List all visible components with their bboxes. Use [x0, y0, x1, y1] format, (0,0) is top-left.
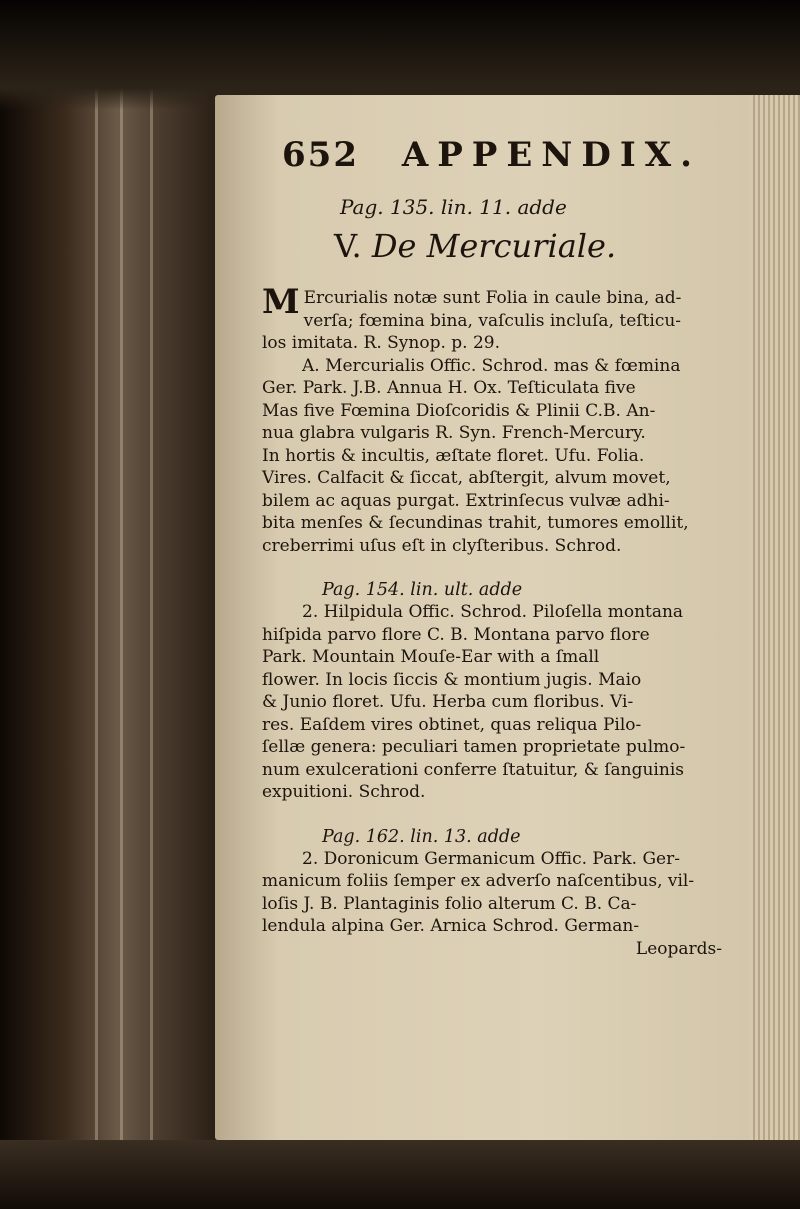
text-line: nua glabra vulgaris R. Syn. French-Mercury.: [262, 423, 646, 443]
header-title: APPENDIX.: [401, 135, 701, 175]
text-line: flower. In locis ſiccis & montium jugis. Maio: [262, 669, 642, 690]
text-line: manicum foliis ſemper ex adverſo naſcentibus, vil-: [262, 871, 695, 891]
text-line: bita menſes & ſecundinas trahit, tumores emollit,: [262, 513, 689, 533]
text-line: A. Mercurialis Offic. Schrod. mas & fœmina: [302, 355, 681, 376]
text-line: loſis J. B. Plantaginis folio alterum C. B. Ca-: [262, 893, 637, 914]
catchword: Leopards-: [635, 938, 722, 959]
heading-prefix: V.: [334, 227, 362, 265]
text-line: In hortis & incultis, æſtate floret. Ufu. Folia.: [262, 445, 645, 466]
text-line: 2. Doronicum Germanicum Offic. Park. Ger-: [302, 848, 680, 869]
text-line: Ger. Park. J.B. Annua H. Ox. Teſticulata five: [262, 378, 636, 398]
text-line: hiſpida parvo flore C. B. Montana parvo flore: [262, 624, 650, 645]
text-line: & Junio floret. Ufu. Herba cum floribus. Vi-: [262, 692, 634, 712]
page-edges: [750, 95, 800, 1140]
running-header: [282, 135, 732, 175]
heading-title: De Mercuriale.: [371, 227, 617, 265]
bottom-shadow: [0, 1140, 800, 1209]
text-line: res. Eaſdem vires obtinet, quas reliqua Pilo-: [262, 714, 642, 735]
text-line: lendula alpina Ger. Arnica Schrod. German-: [262, 916, 640, 936]
text-line: Mas five Fœmina Dioſcoridis & Plinii C.B. An-: [262, 400, 656, 421]
text-line: ſellæ genera: peculiari tamen proprietate pulmo-: [262, 737, 686, 757]
page-number: 652: [282, 135, 359, 175]
text-line: 2. Hilpidula Offic. Schrod. Piloſella montana: [302, 602, 684, 622]
text-line: los imitata. R. Synop. p. 29.: [262, 333, 500, 353]
text-line: Park. Mountain Mouſe-Ear with a ſmall: [262, 647, 600, 667]
page-reference-2: Pag. 154. lin. ult. adde: [322, 580, 523, 600]
page-text: [262, 135, 732, 960]
text-line: bilem ac aquas purgat. Extrinſecus vulvæ adhi-: [262, 490, 670, 511]
paragraph-mercurialis: [262, 282, 732, 557]
paragraph-doronicum: [262, 848, 732, 961]
book-spine: [0, 0, 215, 1209]
text-line: Vires. Calfacit & ſiccat, abſtergit, alvum movet,: [262, 468, 671, 488]
drop-cap: M: [262, 282, 300, 322]
page-reference-1: Pag. 135. lin. 11. adde: [340, 195, 567, 219]
text-line: expuitioni. Schrod.: [262, 782, 426, 802]
text-line: num exulcerationi conferre ſtatuitur, & ſanguinis: [262, 759, 684, 780]
top-shadow: [0, 0, 800, 110]
text-line: Ercurialis notæ sunt Folia in caule bina, ad-: [303, 288, 682, 308]
text-line: creberrimi uſus eſt in clyſteribus. Schrod.: [262, 535, 622, 556]
section-heading: [334, 227, 732, 265]
paragraph-hispidula: [262, 601, 732, 804]
page-reference-3: Pag. 162. lin. 13. adde: [322, 826, 521, 847]
text-line: verſa; fœmina bina, vaſculis incluſa, teſticu-: [303, 310, 682, 331]
